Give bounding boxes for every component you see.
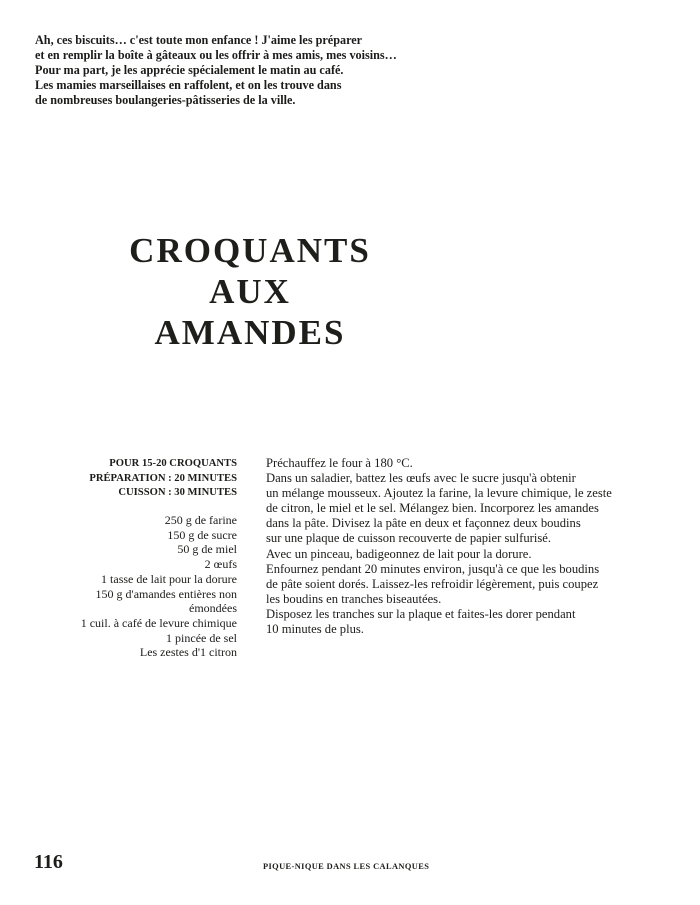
intro-line: Ah, ces biscuits… c'est toute mon enfance ! J'aime les préparer xyxy=(35,33,363,47)
recipe-title-line: AUX xyxy=(209,272,291,311)
instruction-line: sur une plaque de cuisson recouverte de papier sulfurisé. xyxy=(266,531,552,546)
ingredients-list xyxy=(81,513,237,660)
instruction-line: Disposez les tranches sur la plaque et faites-les dorer pendant xyxy=(266,606,576,621)
ingredient-item: 2 œufs xyxy=(204,557,237,572)
servings: POUR 15-20 CROQUANTS xyxy=(109,458,237,469)
recipe-meta xyxy=(89,457,237,501)
recipe-title xyxy=(100,230,400,353)
instruction-line: Avec un pinceau, badigeonnez de lait pour la dorure. xyxy=(266,546,532,561)
instruction-line: un mélange mousseux. Ajoutez la farine, la levure chimique, le zeste xyxy=(266,486,612,501)
instruction-line: dans la pâte. Divisez la pâte en deux et façonnez deux boudins xyxy=(266,516,581,531)
ingredient-item: Les zestes d'1 citron xyxy=(139,645,237,660)
intro-line: Les mamies marseillaises en raffolent, et on les trouve dans xyxy=(35,78,342,92)
running-title: PIQUE-NIQUE DANS LES CALANQUES xyxy=(263,862,430,871)
preparation-time: PRÉPARATION : 20 MINUTES xyxy=(89,472,237,484)
intro-line: Pour ma part, je les apprécie spécialement le matin au café. xyxy=(35,63,344,77)
intro-line: de nombreuses boulangeries-pâtisseries de la ville. xyxy=(35,93,296,107)
ingredient-item: 1 cuil. à café de levure chimique xyxy=(80,615,237,630)
ingredient-item: émondées xyxy=(189,601,237,616)
cooking-time: CUISSON : 30 MINUTES xyxy=(118,487,237,499)
ingredient-item: 150 g d'amandes entières non xyxy=(95,586,237,601)
instruction-line: les boudins en tranches biseautées. xyxy=(266,591,442,606)
ingredient-item: 1 pincée de sel xyxy=(166,630,237,645)
instruction-line: Enfournez pendant 20 minutes environ, jusqu'à ce que les boudins xyxy=(266,561,600,576)
instruction-line: de citron, le miel et le sel. Mélangez bien. Incorporez les amandes xyxy=(266,501,599,516)
recipe-title-line: CROQUANTS xyxy=(129,231,371,270)
recipe-title-line: AMANDES xyxy=(154,313,346,352)
instruction-line: 10 minutes de plus. xyxy=(266,622,364,637)
ingredient-item: 150 g de sucre xyxy=(167,527,237,542)
instruction-line: Dans un saladier, battez les œufs avec le sucre jusqu'à obtenir xyxy=(266,471,576,486)
recipe-instructions xyxy=(266,456,666,637)
intro-line: et en remplir la boîte à gâteaux ou les offrir à mes amis, mes voisins… xyxy=(35,48,397,62)
page-number: 116 xyxy=(34,851,63,873)
intro-paragraph xyxy=(35,33,435,108)
ingredient-item: 50 g de miel xyxy=(177,542,237,557)
ingredient-item: 250 g de farine xyxy=(164,513,237,527)
instruction-line: Préchauffez le four à 180 °C. xyxy=(266,456,413,470)
instruction-line: de pâte soient dorés. Laissez-les refroidir légèrement, puis coupez xyxy=(266,576,599,591)
ingredient-item: 1 tasse de lait pour la dorure xyxy=(101,571,237,586)
